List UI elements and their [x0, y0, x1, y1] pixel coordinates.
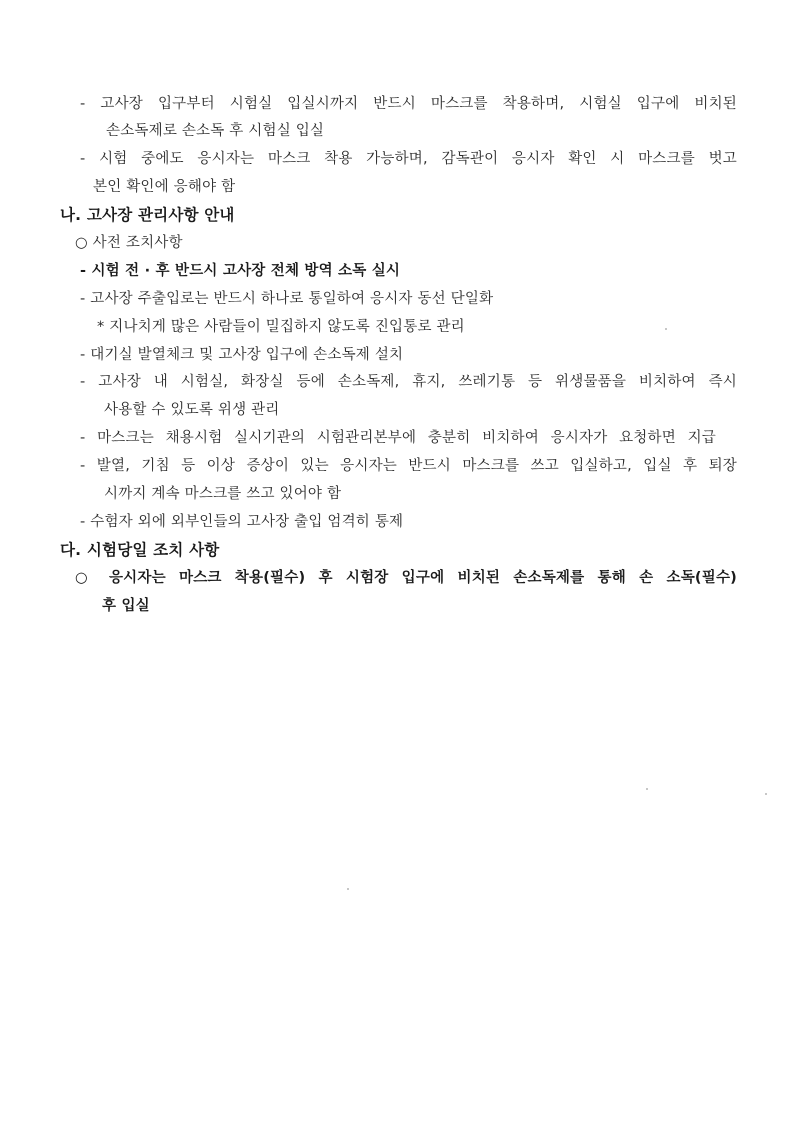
text-line: 시까지 계속 마스크를 쓰고 있어야 함 — [104, 486, 342, 502]
text-line: ○ 응시자는 마스크 착용(필수) 후 시험장 입구에 비치된 손소독제를 통해 손 소독(필수) — [75, 570, 737, 586]
scan-speck — [646, 788, 648, 790]
text-line: * 지나치게 많은 사람들이 밀집하지 않도록 진입통로 관리 — [97, 319, 465, 335]
text-line: - 고사장 입구부터 시험실 입실시까지 반드시 마스크를 착용하며, 시험실 입구에 비치된 — [80, 96, 737, 112]
text-line: - 마스크는 채용시험 실시기관의 시험관리본부에 충분히 비치하여 응시자가 요청하면 지급 — [80, 430, 716, 446]
scan-speck — [347, 888, 349, 890]
text-line: - 고사장 내 시험실, 화장실 등에 손소독제, 휴지, 쓰레기통 등 위생물품을 비치하여 즉시 — [80, 374, 737, 390]
section-heading: 다. 시험당일 조치 사항 — [60, 541, 220, 559]
scan-speck — [665, 328, 667, 330]
text-line: - 고사장 주출입로는 반드시 하나로 통일하여 응시자 동선 단일화 — [80, 291, 494, 307]
scan-speck — [765, 793, 767, 795]
text-line: - 시험 중에도 응시자는 마스크 착용 가능하며, 감독관이 응시자 확인 시 마스크를 벗고 — [80, 151, 737, 167]
text-line: - 시험 전 · 후 반드시 고사장 전체 방역 소독 실시 — [80, 263, 401, 279]
text-line: 후 입실 — [102, 598, 150, 614]
text-line: - 대기실 발열체크 및 고사장 입구에 손소독제 설치 — [80, 347, 404, 363]
text-line: ○ 사전 조치사항 — [75, 235, 183, 251]
section-heading: 나. 고사장 관리사항 안내 — [60, 206, 235, 224]
text-line: 사용할 수 있도록 위생 관리 — [104, 402, 280, 418]
text-line: - 수험자 외에 외부인들의 고사장 출입 엄격히 통제 — [80, 514, 404, 530]
text-line: 손소독제로 손소독 후 시험실 입실 — [106, 123, 325, 139]
text-line: - 발열, 기침 등 이상 증상이 있는 응시자는 반드시 마스크를 쓰고 입실하고, 입실 후 퇴장 — [80, 458, 737, 474]
text-line: 본인 확인에 응해야 함 — [93, 179, 236, 195]
